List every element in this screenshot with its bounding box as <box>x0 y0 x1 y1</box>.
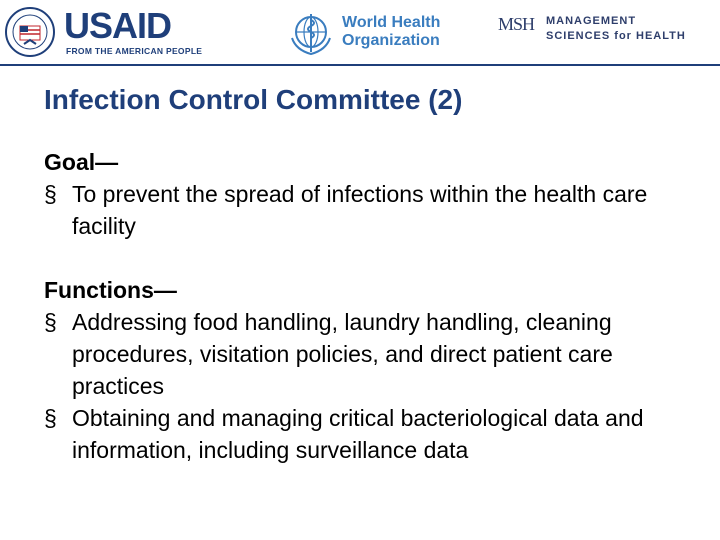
usaid-seal-icon <box>4 6 56 58</box>
goal-heading: Goal— <box>44 149 119 175</box>
usaid-tagline: FROM THE AMERICAN PEOPLE <box>66 46 203 56</box>
bullet-marker: § <box>44 309 57 335</box>
spacer <box>44 242 704 274</box>
msh-name-line1: MANAGEMENT <box>546 15 637 27</box>
goal-bullet-text: To prevent the spread of infections within the health care facility <box>72 181 648 239</box>
slide-title: Infection Control Committee (2) <box>44 84 463 115</box>
functions-bullet <box>44 306 704 402</box>
bullet-marker: § <box>44 181 57 207</box>
who-name <box>342 14 440 50</box>
usaid-wordmark: USAID <box>64 5 172 46</box>
functions-bullet-text: Addressing food handling, laundry handling, cleaning procedures, visitation policies, and direct patient care practices <box>72 309 613 399</box>
goal-bullet <box>44 178 704 242</box>
who-logo <box>286 8 456 58</box>
functions-bullet <box>44 402 704 466</box>
msh-name <box>546 14 686 44</box>
slide-body <box>44 146 704 466</box>
who-name-line2: Organization <box>342 32 440 49</box>
header-divider <box>0 64 720 66</box>
bullet-marker: § <box>44 405 57 431</box>
msh-logo <box>498 12 716 54</box>
functions-heading: Functions— <box>44 277 177 303</box>
logo-bar <box>0 0 720 64</box>
msh-mark: MSH <box>498 14 535 34</box>
msh-name-line2: SCIENCES for HEALTH <box>546 30 686 42</box>
who-emblem-icon <box>286 8 336 58</box>
functions-bullet-text: Obtaining and managing critical bacteriological data and information, including surveillance data <box>72 405 644 463</box>
who-name-line1: World Health <box>342 14 441 31</box>
usaid-logo <box>4 5 203 58</box>
